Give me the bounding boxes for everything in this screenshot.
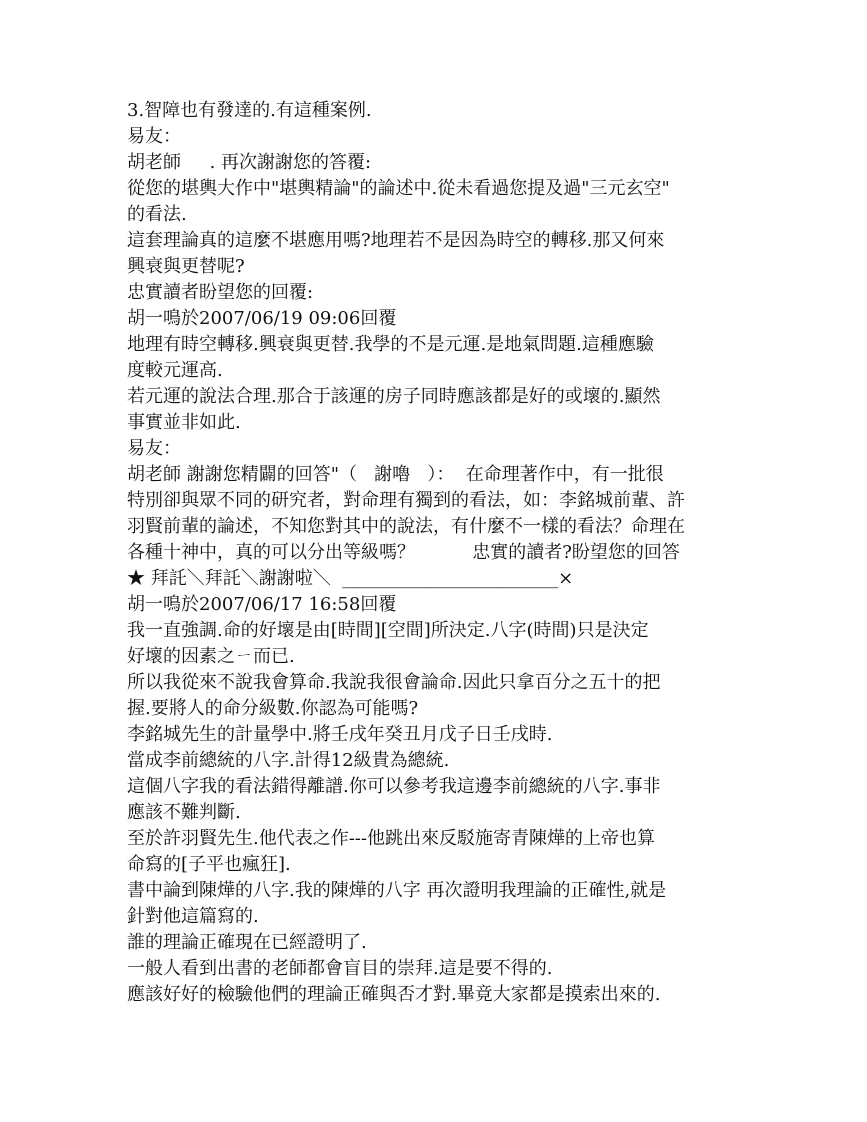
text-line: 當成李前總統的八字.計得12級貴為總統.: [127, 750, 450, 771]
text-line: 握.要將人的命分級數.你認為可能嗎?: [127, 698, 419, 719]
reply-header: 胡一鳴於2007/06/19 09:06回覆: [127, 308, 397, 329]
text-line: 胡老師 . 再次謝謝您的答覆:: [127, 152, 372, 173]
text-line: 命寫的[子平也瘋狂].: [127, 854, 291, 875]
text-line: 忠實讀者盼望您的回覆:: [127, 282, 314, 303]
text-line: 事實並非如此.: [127, 412, 241, 433]
text-line: 易友：: [127, 438, 181, 459]
text-line: 至於許羽賢先生.他代表之作---他跳出來反駁施寄青陳燁的上帝也算: [127, 828, 655, 849]
text-line: 誰的理論正確現在已經證明了.: [127, 932, 367, 953]
text-line: 的看法.: [127, 204, 187, 225]
text-line: 李銘城先生的計量學中.將壬戌年癸丑月戊子日壬戌時.: [127, 724, 553, 745]
text-line: 羽賢前輩的論述，不知您對其中的說法，有什麼不一樣的看法？命理在: [127, 516, 685, 537]
text-line: 3.智障也有發達的.有這種案例.: [127, 100, 372, 121]
text-line: 一般人看到出書的老師都會盲目的崇拜.這是要不得的.: [127, 958, 553, 979]
text-line: 興衰與更替呢?: [127, 256, 245, 277]
text-line: 應該好好的檢驗他們的理論正確與否才對.畢竟大家都是摸索出來的.: [127, 984, 661, 1005]
reply-header: 胡一鳴於2007/06/17 16:58回覆: [127, 594, 397, 615]
text-line: 我一直強調.命的好壞是由[時間][空間]所決定.八字(時間)只是決定: [127, 620, 649, 641]
text-line: 易友：: [127, 126, 181, 147]
text-line: 所以我從來不說我會算命.我說我很會論命.因此只拿百分之五十的把: [127, 672, 661, 693]
text-line: 應該不難判斷.: [127, 802, 241, 823]
text-line: 度較元運高.: [127, 360, 223, 381]
text-line: 這套理論真的這麼不堪應用嗎?地理若不是因為時空的轉移.那又何來: [127, 230, 665, 251]
document-body: [127, 98, 742, 1008]
text-line: 若元運的說法合理.那合于該運的房子同時應該都是好的或壞的.顯然: [127, 386, 661, 407]
text-line: 書中論到陳燁的八字.我的陳燁的八字 再次證明我理論的正確性,就是: [127, 880, 667, 901]
text-line: 地理有時空轉移.興衰與更替.我學的不是元運.是地氣問題.這種應驗: [127, 334, 654, 355]
text-line: 針對他這篇寫的.: [127, 906, 259, 927]
text-line: 好壞的因素之ㄧ而已.: [127, 646, 295, 667]
text-line: 胡老師 謝謝您精闢的回答"（ 謝嚕 ）： 在命理著作中，有一批很: [127, 464, 664, 485]
text-line: 這個八字我的看法錯得離譜.你可以參考我這邊李前總統的八字.事非: [127, 776, 661, 797]
text-line: 從您的堪輿大作中"堪輿精論"的論述中.從未看過您提及過"三元玄空": [127, 178, 670, 199]
text-line: 各種十神中，真的可以分出等級嗎？ 忠實的讀者?盼望您的回答: [127, 542, 680, 563]
text-line: 特別卻與眾不同的研究者，對命理有獨到的看法，如：李銘城前輩、許: [127, 490, 685, 511]
text-line: ★ 拜託＼拜託＼謝謝啦＼ ________________________×: [127, 568, 574, 589]
